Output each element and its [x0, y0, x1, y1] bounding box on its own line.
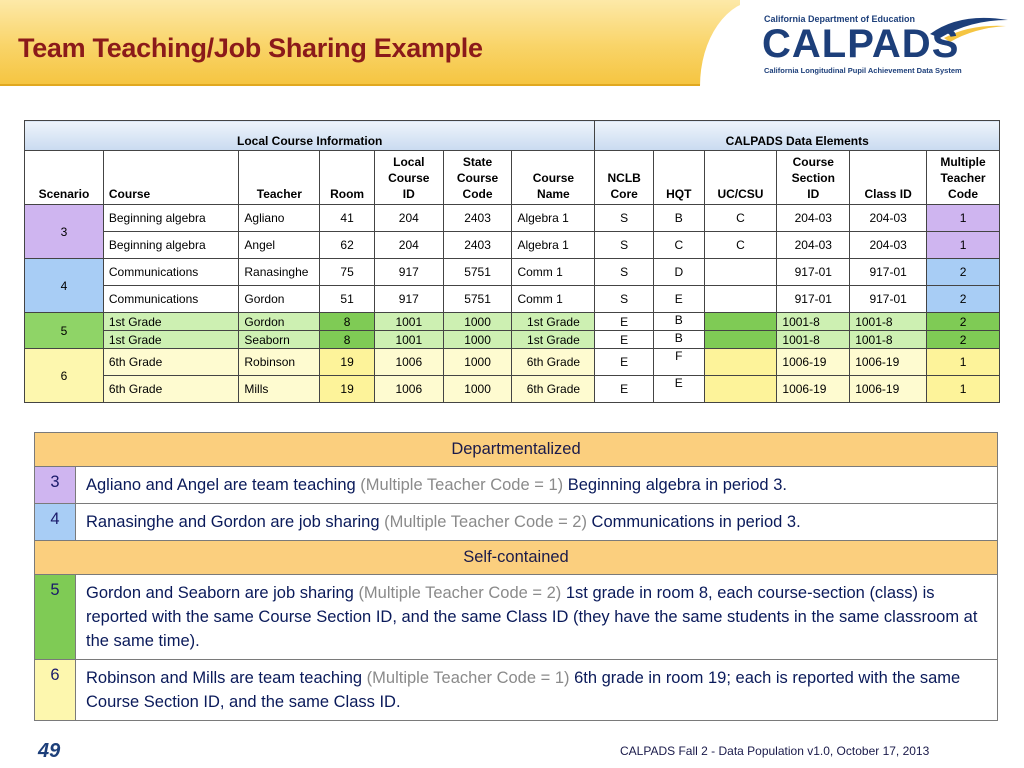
room-cell: 8 [320, 331, 375, 349]
explanation-row [35, 575, 998, 660]
scenario-cell: 3 [25, 205, 104, 259]
section-calpads-elements: CALPADS Data Elements [595, 121, 1000, 151]
state-code-cell: 2403 [443, 205, 512, 232]
course-info-table [24, 120, 1000, 403]
teacher-cell: Gordon [239, 286, 320, 313]
section-id-cell: 1001-8 [777, 313, 850, 331]
header-nclb-core: NCLB Core [595, 151, 654, 205]
header-course-name: Course Name [512, 151, 595, 205]
logo-top-text: California Department of Education [764, 14, 916, 24]
table-row [25, 259, 1000, 286]
section-id-cell: 204-03 [777, 205, 850, 232]
state-code-cell: 1000 [443, 349, 512, 376]
local-id-cell: 1006 [374, 376, 443, 403]
course-name-cell: 1st Grade [512, 331, 595, 349]
local-id-cell: 917 [374, 286, 443, 313]
uc-csu-cell [704, 349, 777, 376]
uc-csu-cell: C [704, 205, 777, 232]
class-id-cell: 1001-8 [850, 313, 927, 331]
explanation-text: Robinson and Mills are team teaching (Multiple Teacher Code = 1) 6th grade in room 19; each is reported with the same Course Section ID, and the same Class ID. [76, 660, 998, 721]
table-row [25, 286, 1000, 313]
section-id-cell: 204-03 [777, 232, 850, 259]
scenario-cell: 6 [25, 349, 104, 403]
local-id-cell: 1006 [374, 349, 443, 376]
teacher-cell: Gordon [239, 313, 320, 331]
uc-csu-cell [704, 286, 777, 313]
section-id-cell: 917-01 [777, 286, 850, 313]
hqt-cell: B [654, 205, 705, 232]
room-cell: 19 [320, 376, 375, 403]
hqt-cell: B [654, 313, 705, 331]
header-course: Course [103, 151, 239, 205]
explanation-text: Gordon and Seaborn are job sharing (Multiple Teacher Code = 2) 1st grade in room 8, each course-section (class) is reported with the same Course Section ID, and the same Class ID (they have the same students in the same classroom at the same time). [76, 575, 998, 660]
mtc-cell: 2 [927, 259, 1000, 286]
logo-wordmark: CALPADS [762, 22, 960, 66]
hqt-cell: B [654, 331, 705, 349]
header-scenario: Scenario [25, 151, 104, 205]
uc-csu-cell: C [704, 232, 777, 259]
course-cell: 1st Grade [103, 313, 239, 331]
course-name-cell: 6th Grade [512, 376, 595, 403]
room-cell: 19 [320, 349, 375, 376]
nclb-cell: E [595, 376, 654, 403]
header-local-course-id: Local Course ID [374, 151, 443, 205]
teacher-cell: Robinson [239, 349, 320, 376]
header-hqt: HQT [654, 151, 705, 205]
mtc-cell: 2 [927, 331, 1000, 349]
class-id-cell: 1006-19 [850, 349, 927, 376]
mtc-cell: 1 [927, 376, 1000, 403]
nclb-cell: S [595, 259, 654, 286]
local-id-cell: 1001 [374, 313, 443, 331]
header-class-id: Class ID [850, 151, 927, 205]
scenario-explanations-table [34, 432, 998, 721]
mtc-cell: 1 [927, 349, 1000, 376]
table-row [25, 331, 1000, 349]
header-teacher: Teacher [239, 151, 320, 205]
explanation-row [35, 660, 998, 721]
scenario-cell: 4 [25, 259, 104, 313]
teacher-cell: Mills [239, 376, 320, 403]
explanation-text: Agliano and Angel are team teaching (Multiple Teacher Code = 1) Beginning algebra in period 3. [76, 467, 998, 504]
section-id-cell: 1006-19 [777, 349, 850, 376]
band-departmentalized: Departmentalized [35, 433, 998, 467]
class-id-cell: 1006-19 [850, 376, 927, 403]
room-cell: 41 [320, 205, 375, 232]
uc-csu-cell [704, 313, 777, 331]
page-number: 49 [38, 740, 61, 762]
local-id-cell: 204 [374, 205, 443, 232]
mtc-cell: 1 [927, 232, 1000, 259]
calpads-logo [760, 10, 1016, 80]
table-row [25, 376, 1000, 403]
teacher-cell: Agliano [239, 205, 320, 232]
course-name-cell: Comm 1 [512, 286, 595, 313]
hqt-cell: E [654, 376, 705, 403]
uc-csu-cell [704, 331, 777, 349]
course-name-cell: 6th Grade [512, 349, 595, 376]
room-cell: 51 [320, 286, 375, 313]
table-header-row [25, 151, 1000, 205]
explanation-row [35, 504, 998, 541]
class-id-cell: 917-01 [850, 286, 927, 313]
state-code-cell: 2403 [443, 232, 512, 259]
logo-subtitle: California Longitudinal Pupil Achievement Data System [764, 66, 962, 75]
class-id-cell: 204-03 [850, 232, 927, 259]
teacher-cell: Seaborn [239, 331, 320, 349]
table-row [25, 205, 1000, 232]
uc-csu-cell [704, 259, 777, 286]
header-state-course-code: State Course Code [443, 151, 512, 205]
section-local-course: Local Course Information [25, 121, 595, 151]
room-cell: 75 [320, 259, 375, 286]
explanation-row [35, 467, 998, 504]
mtc-cell: 2 [927, 286, 1000, 313]
course-cell: Beginning algebra [103, 205, 239, 232]
footer-text: CALPADS Fall 2 - Data Population v1.0, October 17, 2013 [620, 744, 930, 758]
local-id-cell: 917 [374, 259, 443, 286]
nclb-cell: S [595, 232, 654, 259]
course-name-cell: 1st Grade [512, 313, 595, 331]
header-room: Room [320, 151, 375, 205]
section-id-cell: 1006-19 [777, 376, 850, 403]
state-code-cell: 5751 [443, 286, 512, 313]
nclb-cell: E [595, 331, 654, 349]
hqt-cell: E [654, 286, 705, 313]
state-code-cell: 1000 [443, 331, 512, 349]
scenario-number: 6 [35, 660, 76, 721]
state-code-cell: 5751 [443, 259, 512, 286]
scenario-number: 3 [35, 467, 76, 504]
table-row [25, 232, 1000, 259]
nclb-cell: S [595, 286, 654, 313]
state-code-cell: 1000 [443, 376, 512, 403]
class-id-cell: 1001-8 [850, 331, 927, 349]
table-row [25, 313, 1000, 331]
teacher-cell: Ranasinghe [239, 259, 320, 286]
course-cell: 6th Grade [103, 349, 239, 376]
hqt-cell: C [654, 232, 705, 259]
room-cell: 62 [320, 232, 375, 259]
hqt-cell: F [654, 349, 705, 376]
hqt-cell: D [654, 259, 705, 286]
uc-csu-cell [704, 376, 777, 403]
page-title: Team Teaching/Job Sharing Example [18, 33, 483, 63]
header-course-section-id: Course Section ID [777, 151, 850, 205]
band-self-contained: Self-contained [35, 541, 998, 575]
mtc-cell: 1 [927, 205, 1000, 232]
course-cell: Beginning algebra [103, 232, 239, 259]
scenario-number: 4 [35, 504, 76, 541]
section-id-cell: 1001-8 [777, 331, 850, 349]
nclb-cell: S [595, 205, 654, 232]
class-id-cell: 204-03 [850, 205, 927, 232]
course-name-cell: Algebra 1 [512, 232, 595, 259]
scenario-cell: 5 [25, 313, 104, 349]
local-id-cell: 1001 [374, 331, 443, 349]
header-uc-csu: UC/CSU [704, 151, 777, 205]
header-multiple-teacher-code: Multiple Teacher Code [927, 151, 1000, 205]
course-cell: Communications [103, 259, 239, 286]
course-name-cell: Comm 1 [512, 259, 595, 286]
nclb-cell: E [595, 313, 654, 331]
mtc-cell: 2 [927, 313, 1000, 331]
course-cell: Communications [103, 286, 239, 313]
course-cell: 6th Grade [103, 376, 239, 403]
class-id-cell: 917-01 [850, 259, 927, 286]
local-id-cell: 204 [374, 232, 443, 259]
teacher-cell: Angel [239, 232, 320, 259]
room-cell: 8 [320, 313, 375, 331]
explanation-text: Ranasinghe and Gordon are job sharing (Multiple Teacher Code = 2) Communications in period 3. [76, 504, 998, 541]
scenario-number: 5 [35, 575, 76, 660]
course-cell: 1st Grade [103, 331, 239, 349]
section-id-cell: 917-01 [777, 259, 850, 286]
table-row [25, 349, 1000, 376]
nclb-cell: E [595, 349, 654, 376]
state-code-cell: 1000 [443, 313, 512, 331]
course-name-cell: Algebra 1 [512, 205, 595, 232]
